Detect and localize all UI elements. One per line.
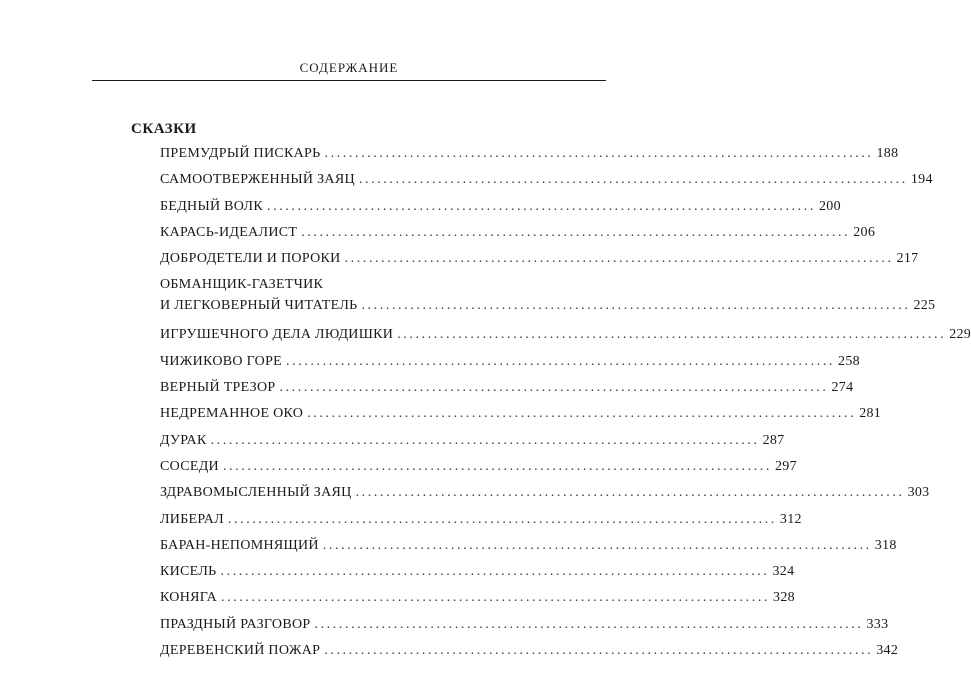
entry-title: НЕДРЕМАННОЕ ОКО bbox=[160, 406, 304, 422]
dot-leader: .......................................................................................... bbox=[361, 298, 911, 314]
entry-page: 303 bbox=[907, 485, 930, 501]
entry-title: ПРЕМУДРЫЙ ПИСКАРЬ bbox=[160, 146, 321, 161]
entry-title: ВЕРНЫЙ ТРЕЗОР bbox=[160, 380, 276, 396]
entry-title: СОСЕДИ bbox=[160, 458, 219, 474]
toc-entry bbox=[160, 586, 795, 612]
entry-title: ДОБРОДЕТЕЛИ И ПОРОКИ bbox=[160, 251, 341, 267]
dot-leader: .......................................................................................... bbox=[220, 564, 770, 580]
entry-title: ДЕРЕВЕНСКИЙ ПОЖАР bbox=[160, 643, 321, 659]
entry-title: ДУРАК bbox=[160, 432, 207, 448]
entry-title: САМООТВЕРЖЕННЫЙ ЗАЯЦ bbox=[160, 172, 355, 188]
entry-title: ПРАЗДНЫЙ РАЗГОВОР bbox=[160, 616, 311, 632]
entry-title-line1: ОБМАНЩИК-ГАЗЕТЧИК bbox=[160, 277, 324, 293]
entry-page: 324 bbox=[772, 564, 795, 580]
toc-list bbox=[160, 142, 971, 665]
toc-entry bbox=[160, 534, 897, 560]
dot-leader: .......................................................................................... bbox=[221, 590, 771, 606]
dot-leader: .......................................................................................... bbox=[222, 458, 772, 474]
entry-title: КАРАСЬ-ИДЕАЛИСТ bbox=[160, 224, 298, 240]
entry-page: 297 bbox=[774, 458, 797, 474]
entry-page: 229 bbox=[949, 327, 971, 343]
toc-entry bbox=[160, 402, 882, 428]
dot-leader: .......................................................................................... bbox=[210, 432, 760, 448]
entry-page: 206 bbox=[853, 224, 876, 240]
dot-leader: .......................................................................................... bbox=[286, 353, 836, 369]
entry-title: ЗДРАВОМЫСЛЕННЫЙ ЗАЯЦ bbox=[160, 485, 352, 501]
entry-page: 188 bbox=[876, 146, 899, 161]
toc-entry bbox=[160, 142, 899, 168]
dot-leader: .......................................................................................... bbox=[279, 380, 829, 396]
dot-leader: .......................................................................................... bbox=[322, 537, 872, 553]
toc-entry bbox=[160, 168, 933, 194]
dot-leader: .......................................................................................... bbox=[397, 327, 947, 343]
dot-leader: .......................................................................................... bbox=[227, 511, 777, 527]
page-header: СОДЕРЖАНИЕ bbox=[299, 60, 399, 75]
toc-entry bbox=[160, 195, 841, 221]
toc-entry bbox=[160, 613, 889, 639]
toc-entry bbox=[160, 275, 936, 323]
entry-page: 225 bbox=[913, 298, 936, 314]
entry-page: 194 bbox=[910, 172, 933, 188]
entry-page: 312 bbox=[779, 511, 802, 527]
dot-leader: .......................................................................................... bbox=[355, 485, 905, 501]
section-title: СКАЗКИ bbox=[131, 121, 197, 137]
entry-page: 200 bbox=[818, 198, 841, 214]
toc-entry bbox=[160, 429, 785, 455]
entry-title: И ЛЕГКОВЕРНЫЙ ЧИТАТЕЛЬ bbox=[160, 298, 358, 314]
entry-page: 281 bbox=[859, 406, 882, 422]
entry-title: ЧИЖИКОВО ГОРЕ bbox=[160, 353, 283, 369]
toc-entry bbox=[160, 323, 971, 349]
toc-entry bbox=[160, 639, 899, 665]
dot-leader: .......................................................................................... bbox=[358, 172, 908, 188]
entry-page: 333 bbox=[866, 616, 889, 632]
dot-leader: .......................................................................................... bbox=[301, 224, 851, 240]
entry-title: КОНЯГА bbox=[160, 590, 218, 606]
toc-entry bbox=[160, 350, 860, 376]
dot-leader: .......................................................................................... bbox=[266, 198, 816, 214]
entry-page: 318 bbox=[874, 537, 897, 553]
toc-entry bbox=[160, 247, 919, 273]
toc-entry bbox=[160, 455, 797, 481]
toc-entry bbox=[160, 376, 854, 402]
entry-page: 258 bbox=[838, 353, 860, 369]
entry-page: 342 bbox=[876, 643, 899, 659]
entry-title: БАРАН-НЕПОМНЯЩИЙ bbox=[160, 537, 319, 553]
entry-title: ЛИБЕРАЛ bbox=[160, 511, 224, 527]
entry-title: КИСЕЛЬ bbox=[160, 564, 217, 580]
toc-entry bbox=[160, 508, 802, 534]
dot-leader: .......................................................................................... bbox=[314, 616, 864, 632]
header-rule bbox=[92, 80, 606, 81]
dot-leader: .......................................................................................... bbox=[344, 251, 894, 267]
entry-page: 274 bbox=[831, 380, 854, 396]
dot-leader: .......................................................................................... bbox=[324, 643, 874, 659]
entry-page: 287 bbox=[762, 432, 785, 448]
entry-title: БЕДНЫЙ ВОЛК bbox=[160, 198, 263, 214]
toc-entry bbox=[160, 560, 795, 586]
entry-title: ИГРУШЕЧНОГО ДЕЛА ЛЮДИШКИ bbox=[160, 327, 394, 343]
dot-leader: .......................................................................................... bbox=[324, 146, 874, 161]
dot-leader: .......................................................................................... bbox=[307, 406, 857, 422]
toc-entry bbox=[160, 481, 930, 507]
entry-page: 328 bbox=[773, 590, 795, 606]
entry-page: 217 bbox=[896, 251, 919, 267]
toc-entry bbox=[160, 221, 876, 247]
